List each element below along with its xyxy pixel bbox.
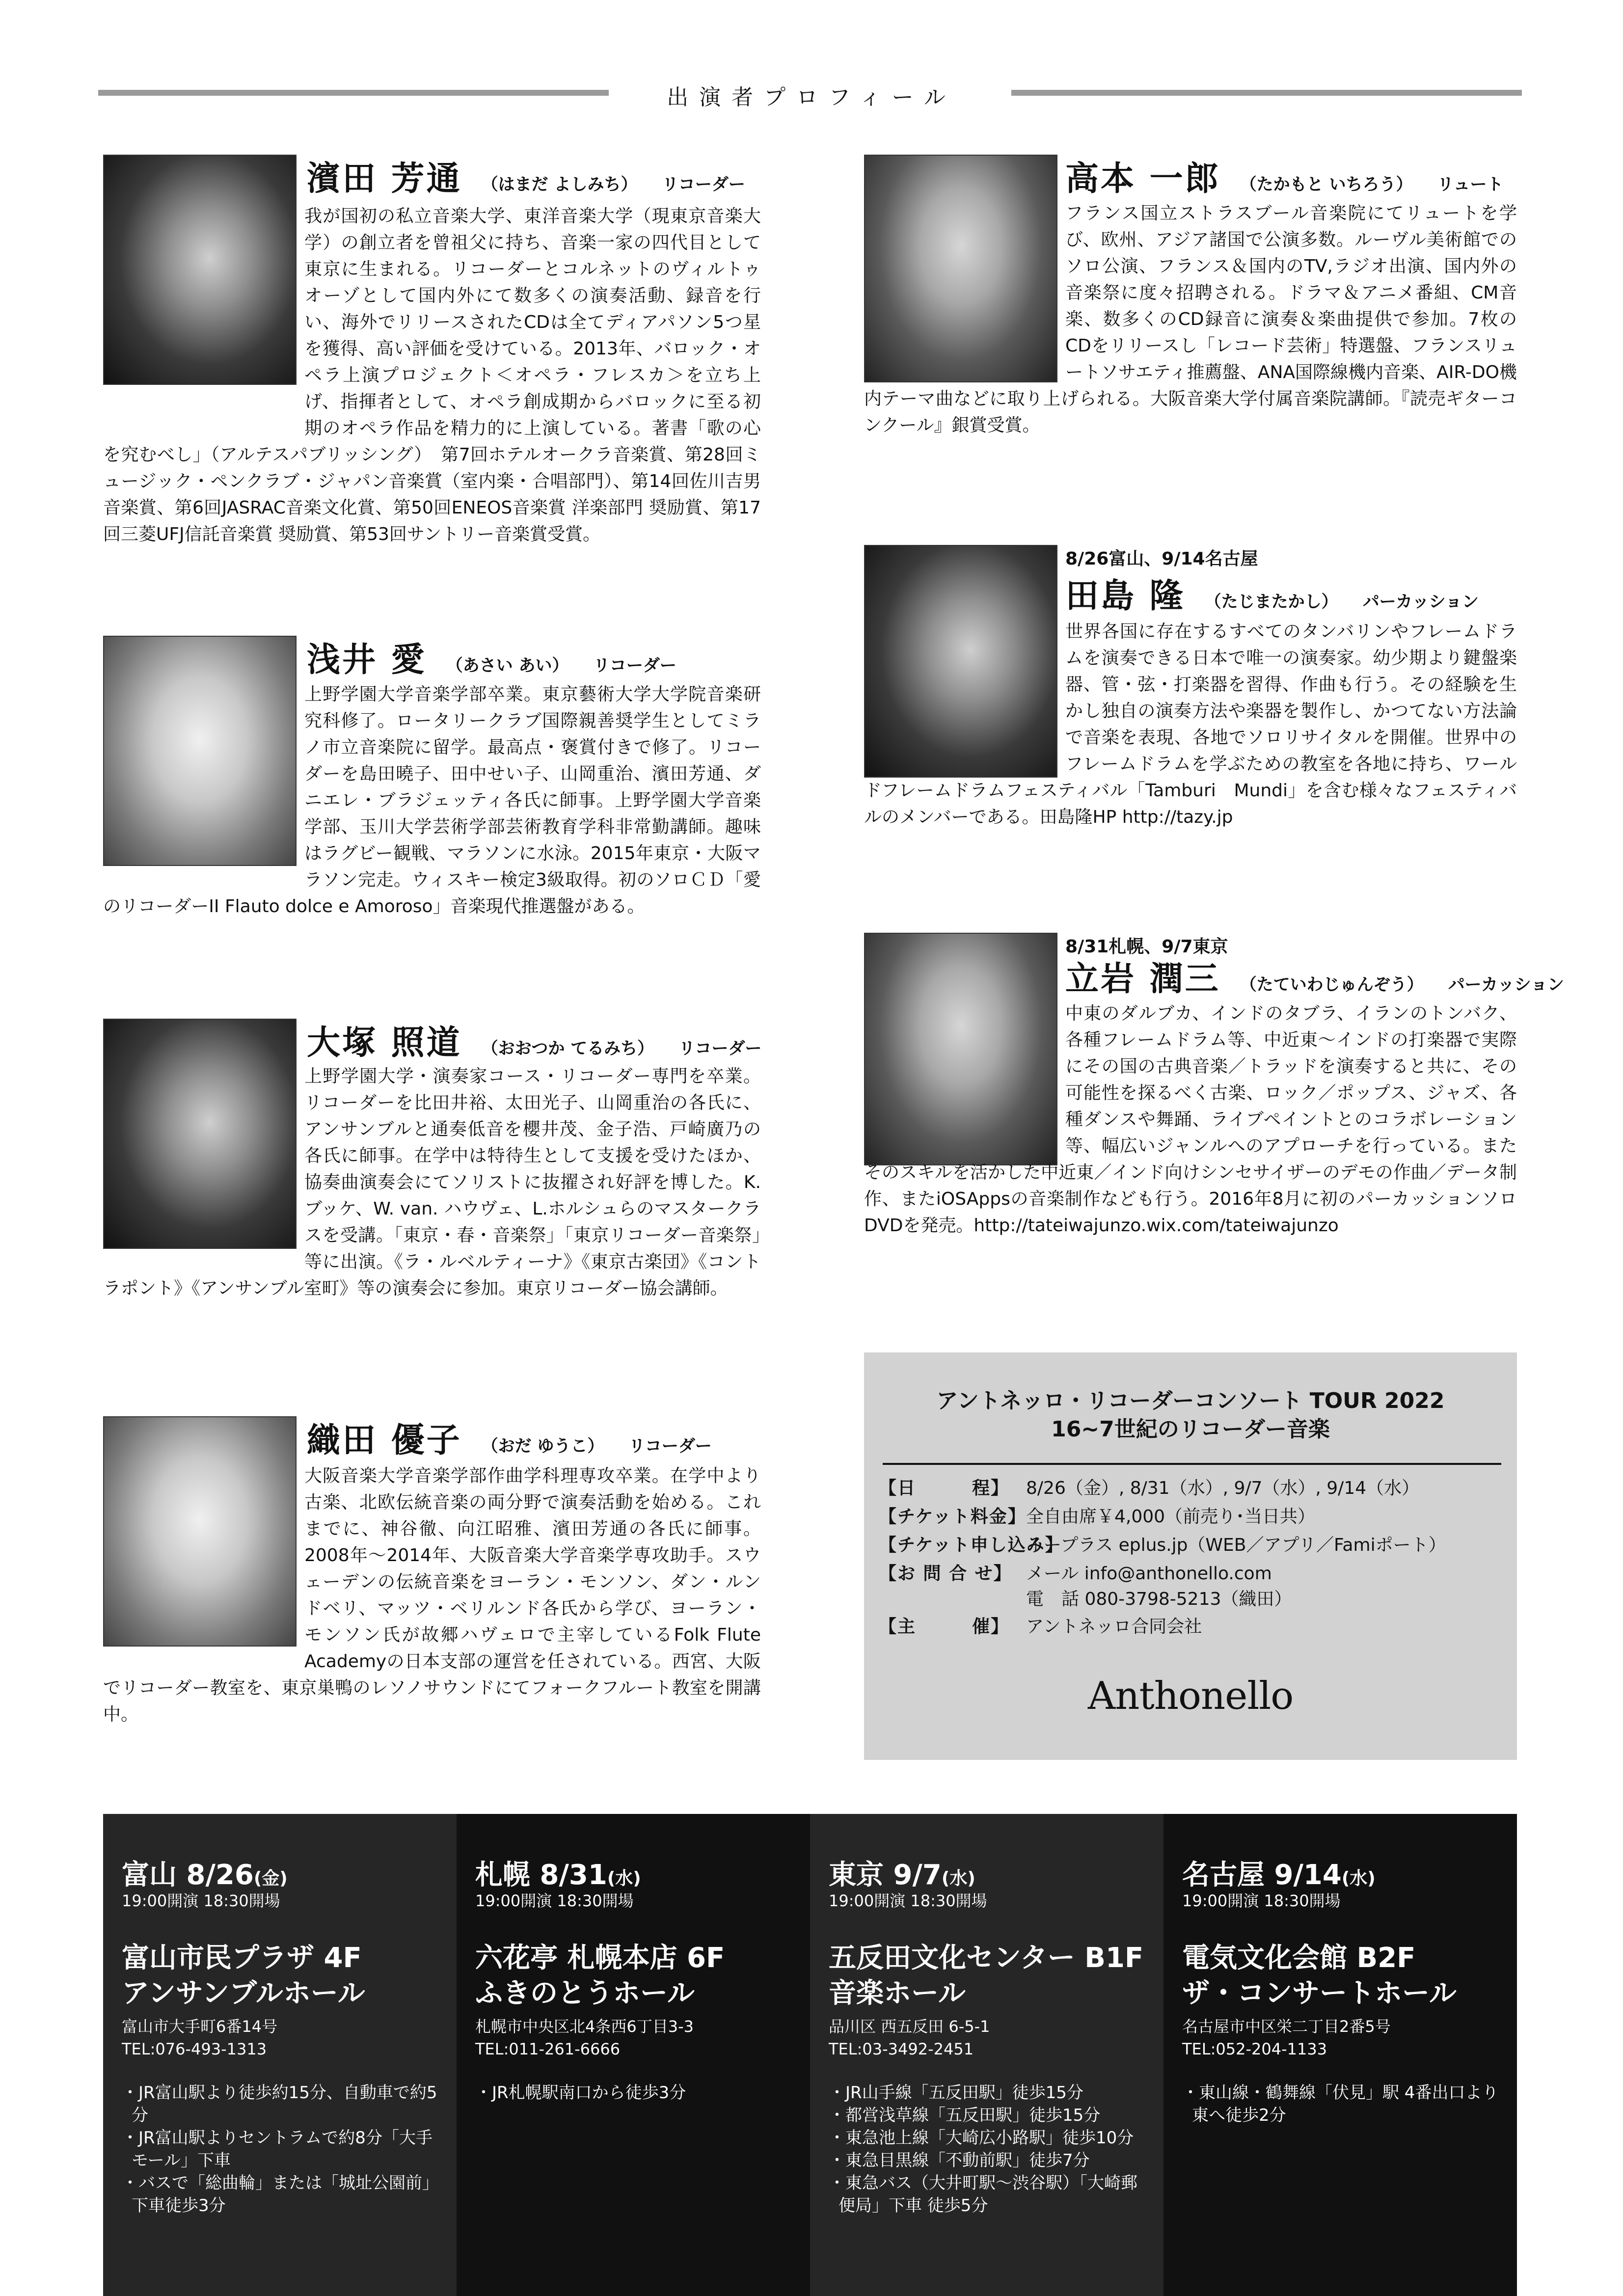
info-row-ticket: 【チケット申し込み】イープラス eplus.jp（WEB／アプリ／Famiポート） — [879, 1535, 1446, 1555]
tour-info-rule — [883, 1463, 1501, 1465]
access-item: ・東山線・鶴舞線「伏見」駅 4番出口より東へ徒歩2分 — [1182, 2083, 1499, 2125]
venue-city-date: 名古屋 9/14(水) — [1182, 1859, 1376, 1891]
tour-title-line2: 16~7世紀のリコーダー音楽 — [1051, 1417, 1330, 1442]
performer-kana: （たかもと いちろう） — [1240, 175, 1413, 194]
performer-name: 高本 一郎 — [1065, 159, 1220, 198]
performer-name: 立岩 潤三 — [1065, 959, 1220, 999]
performer-name-line — [307, 152, 745, 200]
page-title: 出演者プロフィール — [667, 85, 956, 110]
info-row-contact: 【お 問 合 せ】 メール info@anthonello.com — [879, 1564, 1272, 1584]
performer-bio: 大阪音楽大学音楽学部作曲学科理専攻卒業。在学中より古楽、北欧伝統音楽の両分野で演奏活動を始める。これまでに、神谷徹、向江昭雅、濱田芳通の各氏に師事。2008年〜2014年、大阪音楽大学音楽学専攻助手。スウェーデンの伝統音楽をヨーラン・モンソン、ダン・ルンドベリ、マッツ・ベリルンド各氏から学び、ヨーラン・モンソン氏が故郷ハヴェロで主宰しているFolk Flute Academyの日本支部の運営を任されている。西宮、大阪でリコーダー教室を、東京巣鴨のレソノサウンドにてフォークフルート教室を開講中。 — [103, 1466, 761, 1725]
tour-title-line1: アントネッロ・リコーダーコンソート TOUR 2022 — [936, 1388, 1445, 1413]
performer-kana: （はまだ よしみち） — [481, 175, 638, 194]
access-item: ・JR札幌駅南口から徒歩3分 — [475, 2083, 686, 2103]
venue-hall: 電気文化会館 B2F ザ・コンサートホール — [1182, 1942, 1457, 2009]
info-row-price: 【チケット料金】全自由席￥4,000（前売り･当日共） — [879, 1507, 1316, 1527]
performer-instrument: パーカッション — [1362, 592, 1479, 612]
performer-bio: 我が国初の私立音楽大学、東洋音楽大学（現東京音楽大学）の創立者を曾祖父に持ち、音楽一家の四代目として東京に生まれる。リコーダーとコルネットのヴィルトゥオーゾとして国内外にて数多くの演奏活動、録音を行い、海外でリリースされたCDは全てディアパソン5つ星を獲得、高い評価を受けている。2013年、バロック・オペラ上演プロジェクト＜オペラ・フレスカ＞を立ち上げ、指揮者として、オペラ創成期からバロックに至る初期のオペラ作品を精力的に上演している。著書「歌の心を究むべし」（アルテスパブリッシング） 第7回ホテルオークラ音楽賞、第28回ミュージック・ペンクラブ・ジャパン音楽賞（室内楽・合唱部門）、第14回佐川吉男音楽賞、第6回JASRAC音楽文化賞、第50回ENEOS音楽賞 洋楽部門 奨励賞、第17回三菱UFJ信託音楽賞 奨励賞、第53回サントリー音楽賞受賞。 — [103, 206, 761, 544]
access-item: ・JR富山駅よりセントラムで約8分「大手モール」下車 — [122, 2128, 433, 2170]
venue-time: 19:00開演 18:30開場 — [1182, 1891, 1341, 1910]
profile-oda — [103, 1414, 761, 1757]
performer-name-line — [307, 633, 676, 681]
venue-nagoya — [1163, 1814, 1517, 2296]
access-item: ・都営浅草線「五反田駅」徒歩15分 — [829, 2106, 1101, 2125]
venue-hall: 五反田文化センター B1F 音楽ホール — [829, 1942, 1144, 2009]
performer-kana: （たていわじゅんぞう） — [1240, 975, 1424, 995]
performer-kana: （おおつか てるみち） — [481, 1039, 654, 1058]
venue-time: 19:00開演 18:30開場 — [122, 1891, 280, 1910]
venue-access — [1182, 2081, 1501, 2127]
venue-panel — [103, 1814, 1517, 2296]
info-row-organizer: 【主 催】 アントネッロ合同会社 — [879, 1617, 1202, 1637]
venue-address: 富山市大手町6番14号 TEL:076-493-1313 — [122, 2017, 278, 2058]
venue-address: 名古屋市中区栄二丁目2番5号 TEL:052-204-1133 — [1182, 2017, 1391, 2058]
performer-name-line — [307, 1414, 712, 1461]
profile-takamoto — [864, 152, 1517, 506]
profile-tateiwa — [864, 928, 1564, 1330]
tour-info-box — [864, 1352, 1517, 1760]
venue-tokyo — [810, 1814, 1163, 2296]
performer-instrument: パーカッション — [1448, 975, 1564, 995]
performer-dates: 8/26富山、9/14名古屋 — [1065, 549, 1258, 569]
performer-bio: フランス国立ストラスブール音楽院にてリュートを学び、欧州、アジア諸国で公演多数。ルーヴル美術館でのソロ公演、フランス＆国内のTV,ラジオ出演、国内外の音楽祭に度々招聘される。ドラマ＆アニメ番組、CM音楽、数多くのCD録音に演奏＆楽曲提供で参加。7枚のCDをリリースし「レコード芸術」特選盤、フランスリュートソサエティ推薦盤、ANA国際線機内音楽、AIR-DO機内テーマ曲などに取り上げられる。大阪音楽大学付属音楽院講師。『読売ギターコンクール』銀賞受賞。 — [864, 203, 1517, 435]
performer-dates: 8/31札幌、9/7東京 — [1065, 937, 1228, 957]
performer-bio: 上野学園大学音楽学部卒業。東京藝術大学大学院音楽研究科修了。ロータリークラブ国際親善奨学生としてミラノ市立音楽院に留学。最高点・褒賞付きで修了。リコーダーを島田曉子、田中せい子、山岡重治、濱田芳通、ダニエレ・ブラジェッティ各氏に師事。上野学園大学音楽学部、玉川大学芸術学部芸術教育学科非常勤講師。趣味はラグビー観戦、マラソンに水泳。2015年東京・大阪マラソン完走。ウィスキー検定3級取得。初のソロＣＤ「愛のリコーダーII Flauto dolce e Amoroso」音楽現代推選盤がある。 — [103, 684, 761, 917]
performer-name-line — [307, 1016, 762, 1064]
access-item: ・東急バス（大井町駅〜渋谷駅）「大崎郵便局」下車 徒歩5分 — [829, 2173, 1137, 2215]
performer-instrument: リコーダー — [593, 656, 676, 675]
venue-hall: 六花亭 札幌本店 6F ふきのとうホール — [475, 1942, 725, 2009]
performer-instrument: リコーダー — [628, 1436, 712, 1456]
venue-access — [829, 2081, 1148, 2217]
venue-time: 19:00開演 18:30開場 — [475, 1891, 634, 1910]
performer-instrument: リュート — [1437, 175, 1504, 194]
performer-name-line — [1065, 152, 1504, 200]
profile-hamada — [103, 152, 761, 594]
anthonello-logo: Anthonello — [1087, 1674, 1294, 1718]
performer-kana: （おだ ゆうこ） — [481, 1436, 604, 1456]
performer-bio: 中東のダルブカ、インドのタブラ、イランのトンバク、各種フレームドラム等、中近東〜インドの打楽器で実際にその国の古典音楽／トラッドを演奏すると共に、その可能性を探るべく古楽、ロック／ポップス、ジャズ、各種ダンスや舞踊、ライブペイントとのコラボレーション等、幅広いジャンルへのアプローチを行っている。またそのスキルを活かした中近東／インド向けシンセサイザーのデモの作曲／データ制作、またiOSAppsの音楽制作なども行う。2016年8月に初のパーカッションソロDVDを発売。http://tateiwajunzo.wix.com/tateiwajunzo — [864, 1003, 1517, 1236]
performer-instrument: リコーダー — [678, 1039, 762, 1058]
performer-name: 織田 優子 — [307, 1421, 462, 1460]
profile-asai — [103, 633, 761, 977]
tour-title — [864, 1387, 1517, 1444]
access-item: ・JR富山駅より徒歩約15分、自動車で約5分 — [122, 2083, 437, 2125]
performer-name: 浅井 愛 — [307, 640, 427, 679]
performer-kana: （たじまたかし） — [1204, 592, 1338, 612]
performer-name: 大塚 照道 — [307, 1023, 462, 1062]
venue-city-date: 東京 9/7(水) — [829, 1859, 975, 1891]
performer-name-line — [1065, 569, 1479, 617]
venue-toyama — [103, 1814, 457, 2296]
performer-name: 濱田 芳通 — [307, 159, 462, 198]
venue-access — [122, 2081, 441, 2217]
venue-address: 札幌市中央区北4条西6丁目3-3 TEL:011-261-6666 — [475, 2017, 694, 2058]
profile-tajima — [864, 540, 1517, 893]
venue-city-date: 札幌 8/31(水) — [475, 1859, 641, 1891]
performer-kana: （あさい あい） — [446, 656, 569, 675]
info-row-schedule: 【日 程】 8/26（金）, 8/31（水）, 9/7（水）, 9/14（水） — [879, 1478, 1420, 1498]
access-item: ・バスで「総曲輪」または「城址公園前」下車徒歩3分 — [122, 2173, 439, 2215]
access-item: ・東急目黒線「不動前駅」徒歩7分 — [829, 2151, 1090, 2170]
venue-access — [475, 2081, 794, 2104]
venue-time: 19:00開演 18:30開場 — [829, 1891, 987, 1910]
performer-bio: 世界各国に存在するすべてのタンバリンやフレームドラムを演奏できる日本で唯一の演奏家。幼少期より鍵盤楽器、管・弦・打楽器を習得、作曲も行う。その経験を生かし独自の演奏方法や楽器を製作し、かつてない方法論で音楽を表現、各地でソロリサイタルを開催。世界中のフレームドラムを学ぶための教室を各地に持ち、ワールドフレームドラムフェスティバル「Tamburi Mundi」を含む様々なフェスティバルのメンバーである。田島隆HP http://tazy.jp — [864, 621, 1517, 827]
venue-address: 品川区 西五反田 6-5-1 TEL:03-3492-2451 — [829, 2017, 990, 2058]
venue-sapporo — [457, 1814, 810, 2296]
access-item: ・JR山手線「五反田駅」徒歩15分 — [829, 2083, 1083, 2103]
performer-instrument: リコーダー — [662, 175, 745, 194]
venue-hall: 富山市民プラザ 4F アンサンブルホール — [122, 1942, 365, 2009]
info-row-phone: 電 話 080-3798-5213（織田） — [1026, 1589, 1292, 1609]
venue-city-date: 富山 8/26(金) — [122, 1859, 288, 1891]
performer-name-line — [1065, 952, 1564, 1000]
performer-name: 田島 隆 — [1065, 576, 1185, 616]
profile-otsuka — [103, 1016, 761, 1360]
access-item: ・東急池上線「大崎広小路駅」徒歩10分 — [829, 2128, 1134, 2148]
performer-bio: 上野学園大学・演奏家コース・リコーダー専門を卒業。リコーダーを比田井裕、太田光子、山岡重治の各氏に、アンサンブルと通奏低音を櫻井茂、金子浩、戸崎廣乃の各氏に師事。在学中は特待生として支援を受けたほか、協奏曲演奏会にてソリストに抜擢され好評を博した。K. ブッケ、W. van. ハウヴェ、L.ホルシュらのマスタークラスを受講。「東京・春・音楽祭」「東京リコーダー音楽祭」等に出演。《ラ・ルベルティーナ》《東京古楽団》《コントラポント》《アンサンブル室町》等の演奏会に参加。東京リコーダー協会講師。 — [103, 1066, 761, 1298]
